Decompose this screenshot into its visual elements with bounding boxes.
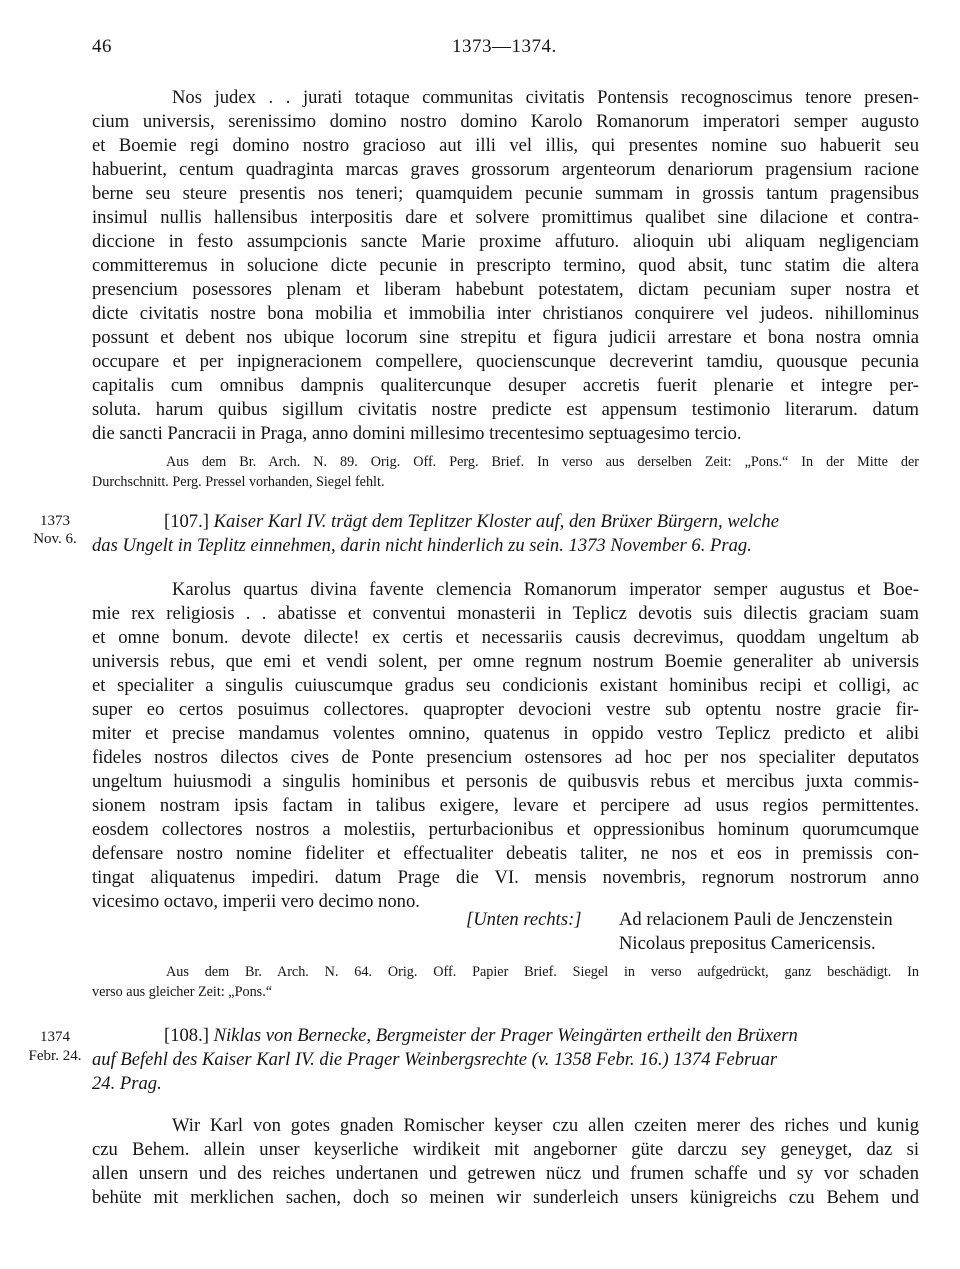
text-line: Karolus quartus divina favente clemencia Romanorum imperator semper augustus et Boe- [172, 579, 919, 600]
text-line: universis rebus, que emi et vendi solent, per omne regnum nostrum Boemie generaliter ab universis [92, 651, 919, 672]
margin-date: Nov. 6. [33, 531, 77, 547]
text-line: dicte civitatis nostre bona mobilia et immobilia inter christianos conquirere vel judeos. nihillominus [92, 303, 919, 324]
text-line: sionem nostram ipsis factam in talibus exigere, levare et percipere ad usus regios permittentes. [92, 795, 919, 816]
text-line: Nos judex . . jurati totaque communitas civitatis Pontensis recognoscimus tenore presen- [172, 87, 919, 108]
page-number: 46 [92, 36, 112, 57]
text-line: cium universis, serenissimo domino nostro domino Karolo Romanorum imperatori semper augusto [92, 111, 919, 132]
subscription-line: Ad relacionem Pauli de Jenczenstein [619, 909, 893, 930]
text-line: et omne bonum. devote dilecte! ex certis et necessariis causis decrevimus, quoddam ungeltum ab [92, 627, 919, 648]
text-line: allen unsern und des reiches undertanen und getrewen nücz und frumen schaffe und sy vor schaden [92, 1163, 919, 1184]
regest-line [164, 1024, 919, 1048]
regest-line: auf Befehl des Kaiser Karl IV. die Prager Weinbergsrechte (v. 1358 Febr. 16.) 1374 Februar [92, 1049, 778, 1070]
regest-line [164, 510, 919, 534]
text-line: presencium posessores plenam et liberam habebunt potestatem, dictam pecuniam super nostra et [92, 279, 919, 300]
text-line: miter et precise mandamus volentes omnino, quatenus in oppido vestro Teplicz predicto et alibi [92, 723, 919, 744]
text-line: occupare et per inpigneracionem compellere, quocienscunque decreverint tamdiu, quousque pecunia [92, 351, 919, 372]
text-line: diccione in festo assumpcionis sancte Marie proxime affuturo. alioquin ubi aliquam negligenciam [92, 231, 919, 252]
text-line: committeremus in solucione dicte pecunie in prescripto termino, quod absit, tunc statim die altera [92, 255, 919, 276]
document-number: [108.] [164, 1025, 209, 1046]
source-note: verso aus gleicher Zeit: „Pons.“ [92, 984, 273, 1000]
text-line: mie rex religiosis . . abatisse et conventui monasterii in Teplicz devotis suis dilectis graciam suam [92, 603, 919, 624]
text-line: possunt et debent nos ubique locorum sine strepitu et figura judicii arrestare et bona nostra omnia [92, 327, 919, 348]
text-line: defensare nostro nomine fideliter et effectualiter debeatis taliter, ne nos et eos in premissis con- [92, 843, 919, 864]
text-line: habuerint, centum quadraginta marcas graves grossorum argenteorum denariorum pragensium racione [92, 159, 919, 180]
text-line: behüte mit merklichen sachen, doch so meinen wir sunderleich unsers künigreichs czu Behem und [92, 1187, 919, 1208]
source-note: Aus dem Br. Arch. N. 89. Orig. Off. Perg. Brief. In verso aus derselben Zeit: „Pons.“ In der Mitte der [166, 454, 919, 470]
text-line: capitalis cum omnibus dampnis qualitercunque desuper accretis fuerit plenarie et integre per- [92, 375, 919, 396]
regest-text: Niklas von Bernecke, Bergmeister der Prager Weingärten ertheilt den Brüxern [213, 1025, 798, 1046]
text-line: tingat aliquatenus impediri. datum Prage die VI. mensis novembris, regnorum nostrorum anno [92, 867, 919, 888]
margin-date: Febr. 24. [28, 1048, 82, 1064]
source-note: Aus dem Br. Arch. N. 64. Orig. Off. Papier Brief. Siegel in verso aufgedrückt, ganz beschädigt. In [166, 964, 919, 980]
regest-line: das Ungelt in Teplitz einnehmen, darin nicht hinderlich zu sein. 1373 November 6. Prag. [92, 535, 752, 556]
text-line: vicesimo octavo, imperii vero decimo nono. [92, 891, 420, 912]
text-line: eosdem collectores nostros a molestiis, perturbacionibus et oppressionibus hominum quorumcumque [92, 819, 919, 840]
text-line: soluta. harum quibus sigillum civitatis nostre predicte est appensum testimonio literarum. datum [92, 399, 919, 420]
text-line: ungeltum huiusmodi a singulis hominibus et personis de quibusvis rebus et mercibus juxta commis- [92, 771, 919, 792]
source-note: Durchschnitt. Perg. Pressel vorhanden, Siegel fehlt. [92, 474, 385, 490]
text-line: fideles nostros dilectos cives de Ponte presencium ostensores ad hoc per nos specialiter deputatos [92, 747, 919, 768]
regest-line: 24. Prag. [92, 1073, 162, 1094]
text-line: berne seu steure presentis nos teneri; quamquidem pecunie summam in grossis tantum pragensibus [92, 183, 919, 204]
subscription-label: [Unten rechts:] [466, 909, 582, 930]
text-line: czu Behem. allein unser keyserliche wirdikeit mit angeborner güte darczu sey geneyget, daz si [92, 1139, 919, 1160]
margin-year: 1374 [40, 1029, 70, 1045]
text-line: et Boemie regi domino nostro gracioso aut illi vel illis, qui presentes nomine suo habuerit seu [92, 135, 919, 156]
running-title: 1373—1374. [452, 36, 557, 57]
subscription-line: Nicolaus prepositus Camericensis. [619, 933, 876, 954]
text-line: insimul nullis hallensibus interpositis dare et solvere promittimus qualibet sine dilacione et contra- [92, 207, 919, 228]
margin-year: 1373 [40, 513, 70, 529]
document-number: [107.] [164, 511, 209, 532]
text-line: Wir Karl von gotes gnaden Romischer keyser czu allen czeiten merer des riches und kunig [172, 1115, 919, 1136]
regest-text: Kaiser Karl IV. trägt dem Teplitzer Kloster auf, den Brüxer Bürgern, welche [213, 511, 779, 532]
text-line: super eo certos posuimus collectores. quapropter devocioni vestre sub optentu nostre gracie fir- [92, 699, 919, 720]
text-line: die sancti Pancracii in Praga, anno domini millesimo trecentesimo septuagesimo tercio. [92, 423, 742, 444]
text-line: et specialiter a singulis cuiuscumque gradus seu condicionis existant hominibus recipi et colligi, ac [92, 675, 919, 696]
